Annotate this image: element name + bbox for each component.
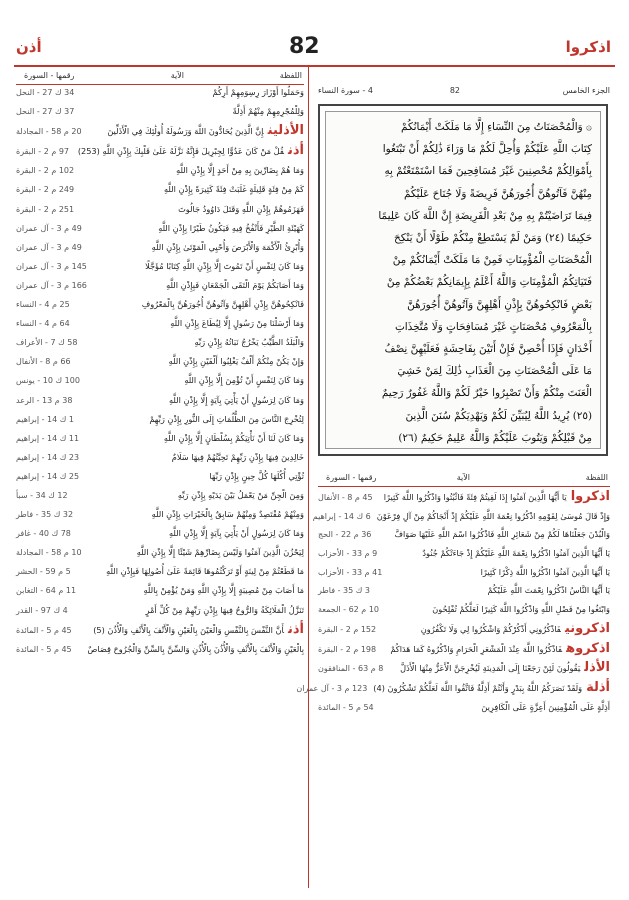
table-row [16,508,304,522]
verse-cell [80,203,304,217]
reference-cell: 36 م 22 - الحج [318,530,372,540]
verse-cell [379,490,610,505]
left-table-header [16,70,304,85]
reference-cell: 25 م 4 - النساء [16,300,70,310]
verse-cell [77,565,304,579]
reference-cell: 123 م 3 - آل عمران [296,683,368,693]
verse-cell [82,584,304,598]
header-right-word: اذكروا [565,38,611,56]
reference-cell: 9 م 33 - الأحزاب [318,549,378,559]
keyword: الأذلين [267,123,304,139]
verse-cell [388,566,610,580]
verse-cell [380,701,610,715]
verse-cell [79,508,304,522]
verse-cell [86,374,304,388]
keyword: أذن [287,143,304,159]
verse-text: وَلِلْمُجْرِمِهِمْ مِنْهُمْ أَذِلَّةً [232,106,304,117]
verse-text: يَا أَيُّهَا الَّذِينَ آمَنُوا اذْكُرُوا نِعْمَةَ اللَّهِ عَلَيْكُمْ إِذْ جَاءَتْكُمْ جُنُودٌ [422,548,610,559]
table-row [16,336,304,350]
verse-text: مَا أَصَابَ مِنْ مُصِيبَةٍ إِلَّا بِإِذْنِ اللَّهِ وَمَنْ يُؤْمِنْ بِاللَّهِ [143,585,304,596]
verse-text: وَمَا هُمْ بِضَارِّينَ بِهِ مِنْ أَحَدٍ إِلَّا بِإِذْنِ اللَّهِ [176,165,304,176]
table-row [16,222,304,236]
quran-panel-header [318,84,610,100]
verse-text: وَإِنْ يَكُنْ مِنْكُمْ أَلْفٌ يَغْلِبُوا أَلْفَيْنِ بِإِذْنِ اللَّهِ [168,356,304,367]
verse-text: وَحَمَلُوا أَوْزَارَ رِسِوَمِهِمْ أَرِكُمْ [212,87,304,97]
keyword: اذكروا [570,489,610,504]
verse-cell [377,528,610,542]
reference-cell: 10 م 62 - الجمعة [318,605,379,615]
table-row [16,643,304,657]
reference-cell: 58 ك 7 - الأعراف [16,338,78,348]
reference-cell: 10 م 58 - المجادلة [16,548,82,558]
verse-text: وَالْبَلَدُ الطَّيِّبُ يَخْرُجُ نَبَاتُهُ بِإِذْنِ رَبِّهِ [194,337,304,348]
verse-text: كَهَيْئَةِ الطَّيْرِ فَأَنْفُخُ فِيهِ فَيَكُونُ طَيْرًا بِإِذْنِ اللَّهِ [158,222,304,233]
verse-cell [93,279,304,293]
reference-cell: 49 م 3 - آل عمران [16,242,82,252]
verse-cell [389,661,610,676]
verse-cell [93,260,304,274]
reference-cell: 32 ك 35 - فاطر [16,510,74,520]
reference-cell: 11 ك 14 - إبراهيم [16,433,80,443]
verse-text: قُلْ مَنْ كَانَ عَدُوًّا لِجِبْرِيلَ فَإِنَّهُ نَزَّلَهُ عَلَىٰ قَلْبِكَ بِإِذْنِ اللَّهِ (253) [77,146,284,157]
verse-cell [78,623,304,638]
verse-text: وَمَا كَانَ لِرَسُولٍ أَنْ يَأْتِيَ بِآيَةٍ إِلَّا بِإِذْنِ اللَّهِ [169,528,304,539]
verse-text: يَا أَيُّهَا الَّذِينَ آمَنُوا إِذَا لَقِيتُمْ فِئَةً فَاثْبُتُوا وَاذْكُرُوا اللَّهَ كَثِيرًا [383,492,567,502]
reference-cell: 249 م 2 - البقرة [16,185,75,195]
right-table-header [318,472,610,487]
verse-text: تُؤْتِي أُكُلَهَا كُلَّ حِينٍ بِإِذْنِ رَبِّهَا [209,470,304,481]
verse-cell [80,183,304,197]
table-row [16,183,304,197]
table-row [318,490,610,505]
verse-text: أَنَّ النَّفْسَ بِالنَّفْسِ وَالْعَيْنَ بِالْعَيْنِ وَالْأَنْفَ بِالْأَنْفِ وَالْأُذُنَ (5) [93,624,284,635]
col-ref-label: رقمها - السورة [24,71,75,80]
verse-cell [373,681,610,696]
reference-cell: 45 م 5 - المائدة [16,625,72,635]
reference-cell: 11 م 64 - التغابن [16,586,77,596]
reference-cell: 45 م 5 - المائدة [16,644,72,654]
surah-label: 4 - سورة النساء [318,86,373,95]
table-row [16,565,304,579]
table-row [16,546,304,560]
col-word-label: اللفظة [279,71,302,80]
reference-cell: 49 م 3 - آل عمران [16,223,82,233]
right-table-rows [296,489,610,719]
left-table-rows [16,86,304,662]
reference-cell: 20 م 58 - المجادلة [16,127,82,137]
keyword: أذلة [586,679,610,695]
reference-cell: 152 م 2 - البقرة [318,624,377,634]
reference-cell: 6 ك 14 - إبراهيم [312,511,371,521]
quran-line: مِنْ قَبْلِكُمْ وَيَتُوبَ عَلَيْكُمْ وَاللَّهُ عَلِيمٌ حَكِيمٌ (٢٦) [398,431,592,444]
verse-cell [80,413,304,427]
verse-text: وَابْتَغُوا مِنْ فَضْلِ اللَّهِ وَاذْكُرُوا اللَّهَ كَثِيرًا لَعَلَّكُمْ تُفْلِحُونَ [432,604,610,615]
table-row [16,144,304,159]
keyword: اذكروه [566,640,610,656]
table-row [318,642,610,657]
reference-cell: 64 م 4 - النساء [16,319,70,329]
quran-line: مَا عَلَى الْمُحْصَنَاتِ مِنَ الْعَذَابِ ذَٰلِكَ لِمَنْ خَشِيَ [397,365,592,378]
verse-cell [74,489,304,503]
verse-text: فَانْكِحُوهُنَّ بِإِذْنِ أَهْلِهِنَّ وَآتُوهُنَّ أُجُورَهُنَّ بِالْمَعْرُوفِ [141,299,304,310]
table-row [16,584,304,598]
table-row [16,432,304,446]
juz-label: الجزء الخامس [562,86,610,95]
table-row [16,86,304,100]
verse-cell [85,470,304,484]
quran-line: كِتَابَ اللَّهِ عَلَيْكُمْ وَأُحِلَّ لَكُمْ مَا وَرَاءَ ذَٰلِكُمْ أَنْ تَبْتَغُوا [382,143,592,156]
quran-line: فِيمَا تَرَاضَيْتُمْ بِهِ مِنْ بَعْدِ الْفَرِيضَةِ إِنَّ اللَّهَ كَانَ عَلِيمًا [378,209,592,222]
table-row [318,661,610,676]
reference-cell: 198 م 2 - البقرة [318,644,377,654]
table-row [16,241,304,255]
reference-cell: 66 م 8 - الأنفال [16,357,71,367]
table-row [318,566,610,580]
col-verse-label: الآية [170,71,184,80]
table-row [16,164,304,178]
reference-cell: 12 ك 34 - سبأ [16,490,68,500]
table-row [16,413,304,427]
keyword: اذكروني [564,620,610,636]
table-row [296,679,610,696]
reference-cell: 251 م 2 - البقرة [16,204,75,214]
quran-line: الْعَنَتَ مِنْكُمْ وَأَنْ تَصْبِرُوا خَيْرٌ لَكُمْ وَاللَّهُ غَفُورٌ رَحِيمٌ [381,387,592,400]
table-row [16,279,304,293]
table-row [16,317,304,331]
keyword: أذن [287,621,304,637]
verse-text: وَمَا كَانَ لِرَسُولٍ أَنْ يَأْتِيَ بِآيَةٍ إِلَّا بِإِذْنِ اللَّهِ [169,394,304,405]
reference-cell: 37 ك 27 - النحل [16,107,75,117]
verse-cell [80,105,304,119]
table-row [318,603,610,617]
verse-text: فَهَزَمُوهُمْ بِإِذْنِ اللَّهِ وَقَتَلَ دَاوُودُ جَالُوتَ [178,203,304,214]
table-row [16,298,304,312]
verse-text: وَمَا كَانَ لِنَفْسٍ أَنْ تُؤْمِنَ إِلَّا بِإِذْنِ اللَّهِ [184,375,304,386]
quran-line: (٢٥) يُرِيدُ اللَّهُ لِيُبَيِّنَ لَكُمْ وَيَهْدِيَكُمْ سُنَنَ الَّذِينَ [405,409,592,422]
table-row [16,623,304,638]
table-row [318,547,610,561]
reference-cell: 100 ك 10 - يونس [16,376,80,386]
table-row [16,489,304,503]
verse-text: وَإِذْ قَالَ مُوسَىٰ لِقَوْمِهِ اذْكُرُوا نِعْمَةَ اللَّهِ عَلَيْكُمْ إِذْ أَنْجَاكُمْ مِنْ آلِ فِرْعَوْنَ [376,510,610,521]
verse-text: فَاذْكُرُوا اللَّهَ عِنْدَ الْمَشْعَرِ الْحَرَامِ وَاذْكُرُوهُ كَمَا هَدَاكُمْ [390,643,563,654]
verse-text: كَمْ مِنْ فِئَةٍ قَلِيلَةٍ غَلَبَتْ فِئَةً كَثِيرَةً بِإِذْنِ اللَّهِ [164,184,304,195]
verse-text: وَمَا كَانَ لِنَفْسٍ أَنْ تَمُوتَ إِلَّا بِإِذْنِ اللَّهِ كِتَابًا مُؤَجَّلًا [145,260,304,271]
verse-cell [376,584,610,598]
verse-text: يَقُولُونَ لَئِنْ رَجَعْنَا إِلَى الْمَدِينَةِ لَيُخْرِجَنَّ الْأَعَزُّ مِنْهَا الْأَذَلَّ [400,663,581,674]
verse-cell [80,164,304,178]
reference-cell: 41 م 33 - الأحزاب [318,567,383,577]
verse-cell [383,547,610,561]
quran-line: مِنْهُنَّ فَآتُوهُنَّ أُجُورَهُنَّ فَرِيضَةً وَلَا جُنَاحَ عَلَيْكُمْ [403,187,592,200]
verse-cell [76,317,304,331]
verse-text: وَمَا كَانَ لَنَا أَنْ نَأْتِيَكُمْ بِسُلْطَانٍ إِلَّا بِإِذْنِ اللَّهِ [163,432,304,443]
verse-cell [385,603,610,617]
column-divider [308,67,309,888]
reference-cell: 54 م 5 - المائدة [318,702,374,712]
verse-text: يَا أَيُّهَا الَّذِينَ آمَنُوا اذْكُرُوا اللَّهَ ذِكْرًا كَثِيرًا [480,566,610,577]
table-row [318,701,610,715]
reference-cell: 3 ك 35 - فاطر [318,586,370,596]
table-row [16,355,304,369]
header-left-word: أذن [16,38,42,56]
table-row [16,124,304,139]
verse-text: تَنَزَّلُ الْمَلَائِكَةُ وَالرُّوحُ فِيهَا بِإِذْنِ رَبِّهِمْ مِنْ كُلِّ أَمْرٍ [145,604,304,615]
verse-cell [88,124,304,139]
quran-line: بَعْضٍ فَانْكِحُوهُنَّ بِإِذْنِ أَهْلِهِنَّ وَآتُوهُنَّ أُجُورَهُنَّ [407,298,592,311]
verse-cell [78,643,304,657]
quran-line: ۞ وَالْمُحْصَنَاتُ مِنَ النِّسَاءِ إِلَّا مَا مَلَكَتْ أَيْمَانُكُمْ [400,121,592,133]
verse-text: يَا أَيُّهَا النَّاسُ اذْكُرُوا نِعْمَتَ اللَّهِ عَلَيْكُمْ [487,585,610,596]
verse-cell [78,394,304,408]
table-row [318,528,610,542]
col-ref-label: رقمها - السورة [326,473,377,482]
reference-cell: 23 ك 14 - إبراهيم [16,452,80,462]
verse-cell [77,527,304,541]
verse-text: إِنَّ الَّذِينَ يُحَادُّونَ اللَّهَ وَرَسُولَهُ أُولَٰئِكَ فِي الْأَذَلِّينَ [107,126,264,137]
quran-line: أَخْدَانٍ فَإِذَا أُحْصِنَّ فَإِنْ أَتَيْنَ بِفَاحِشَةٍ فَعَلَيْهِنَّ نِصْفُ [384,343,592,356]
verse-cell [377,510,610,524]
quran-line: الْمُحْصَنَاتِ الْمُؤْمِنَاتِ فَمِنْ مَا مَلَكَتْ أَيْمَانُكُمْ مِنْ [392,254,592,267]
verse-text: مَا قَطَعْتُمْ مِنْ لِينَةٍ أَوْ تَرَكْتُمُوهَا قَائِمَةً عَلَىٰ أُصُولِهَا فَبِإِذْنِ اللَّهِ [106,566,304,577]
reference-cell: 45 م 8 - الأنفال [318,493,373,502]
table-row [16,260,304,274]
table-row [16,470,304,484]
col-verse-label: الآية [456,473,470,482]
verse-text: لِيَحْزُنَ الَّذِينَ آمَنُوا وَلَيْسَ بِضَارِّهِمْ شَيْئًا إِلَّا بِإِذْنِ اللَّهِ [136,547,304,558]
quran-frame [318,104,608,456]
table-row [16,203,304,217]
reference-cell: 145 م 3 - آل عمران [16,261,87,271]
col-word-label: اللفظة [585,473,608,482]
verse-cell [74,604,304,618]
page-number: 82 [289,34,320,59]
reference-cell: 97 م 2 - البقرة [16,147,70,157]
table-row [16,604,304,618]
verse-text: وَلَقَدْ نَصَرَكُمُ اللَّهُ بِبَدْرٍ وَأَنْتُمْ أَذِلَّةٌ فَاتَّقُوا اللَّهَ لَعَلَّكُمْ تَشْكُرُونَ (4) [373,682,583,693]
verse-cell [88,241,304,255]
quran-line: فَتَيَاتِكُمُ الْمُؤْمِنَاتِ وَاللَّهُ أَعْلَمُ بِإِيمَانِكُمْ بَعْضُكُمْ مِنْ [386,276,592,289]
table-row [318,584,610,598]
verse-text: وَمِنَ الْجِنِّ مَنْ يَعْمَلُ بَيْنَ يَدَيْهِ بِإِذْنِ رَبِّهِ [177,489,304,500]
table-row [318,622,610,637]
table-row [16,527,304,541]
verse-cell [88,546,304,560]
quran-line: بِأَمْوَالِكُمْ مُحْصِنِينَ غَيْرَ مُسَافِحِينَ فَمَا اسْتَمْتَعْتُمْ بِهِ [384,165,592,178]
verse-cell [382,622,610,637]
table-row [312,510,610,524]
verse-text: وَمِنْهُمْ مُقْتَصِدٌ وَمِنْهُمْ سَابِقٌ بِالْخَيْرَاتِ بِإِذْنِ اللَّهِ [151,509,304,520]
reference-cell: 34 ك 27 - النحل [16,88,75,97]
reference-cell: 1 ك 14 - إبراهيم [16,414,74,424]
quran-line: حَكِيمًا (٢٤) وَمَنْ لَمْ يَسْتَطِعْ مِنْكُمْ طَوْلًا أَنْ يَنْكِحَ [393,232,592,245]
verse-text: أَذِلَّةٍ عَلَى الْمُؤْمِنِينَ أَعِزَّةٍ عَلَى الْكَافِرِينَ [481,701,610,712]
reference-cell: 78 ك 40 - غافر [16,529,71,539]
verse-cell [85,432,304,446]
verse-text: فَاذْكُرُونِي أَذْكُرْكُمْ وَاشْكُرُوا لِي وَلَا تَكْفُرُونِ [420,623,561,634]
reference-cell: 166 م 3 - آل عمران [16,280,87,290]
reference-cell: 102 م 2 - البقرة [16,166,75,176]
verse-cell [83,336,304,350]
verse-text: وَأُبْرِئُ الْأَكْمَهَ وَالْأَبْرَصَ وَأُحْيِي الْمَوْتَىٰ بِإِذْنِ اللَّهِ [151,241,304,252]
verse-cell [382,642,610,657]
table-row [16,451,304,465]
quran-line: بِالْمَعْرُوفِ مُحْصَنَاتٍ غَيْرَ مُسَافِحَاتٍ وَلَا مُتَّخِذَاتِ [394,320,592,333]
verse-text: وَمَا أَرْسَلْنَا مِنْ رَسُولٍ إِلَّا لِيُطَاعَ بِإِذْنِ اللَّهِ [170,318,304,329]
quran-text [325,111,601,449]
table-row [16,374,304,388]
verse-cell [85,451,304,465]
table-row [16,105,304,119]
verse-text: وَالْبُدْنَ جَعَلْنَاهَا لَكُمْ مِنْ شَعَائِرِ اللَّهِ فَاذْكُرُوا اسْمَ اللَّهِ عَلَيْهَا صَوَافَّ [394,529,610,540]
quran-page-number: 82 [449,86,460,95]
keyword: الأذل [584,660,610,676]
verse-cell [80,86,304,100]
reference-cell: 5 م 59 - الحشر [16,567,71,577]
verse-cell [76,298,304,312]
reference-cell: 38 م 13 - الرعد [16,395,73,405]
verse-cell [77,355,304,369]
verse-text: لِتُخْرِجَ النَّاسَ مِنَ الظُّلُمَاتِ إِلَى النُّورِ بِإِذْنِ رَبِّهِمْ [149,413,304,424]
verse-text: وَمَا أَصَابَكُمْ يَوْمَ الْتَقَى الْجَمْعَانِ فَبِإِذْنِ اللَّهِ [166,279,304,290]
reference-cell: 25 ك 14 - إبراهيم [16,471,80,481]
reference-cell: 8 م 63 - المنافقون [318,664,384,674]
verse-cell [75,144,304,159]
reference-cell: 4 ك 97 - القدر [16,605,68,615]
table-row [16,394,304,408]
header-divider [14,65,615,67]
verse-cell [88,222,304,236]
verse-text: بِالْعَيْنِ وَالْأَنْفَ بِالْأَنْفِ وَالْأُذُنَ بِالْأُذُنِ وَالسِّنَّ بِالسِّنِّ وَالْجُرُوحَ قِصَاصٌ [87,643,304,654]
verse-text: خَالِدِينَ فِيهَا بِإِذْنِ رَبِّهِمْ تَحِيَّتُهُمْ فِيهَا سَلَامٌ [171,451,304,462]
